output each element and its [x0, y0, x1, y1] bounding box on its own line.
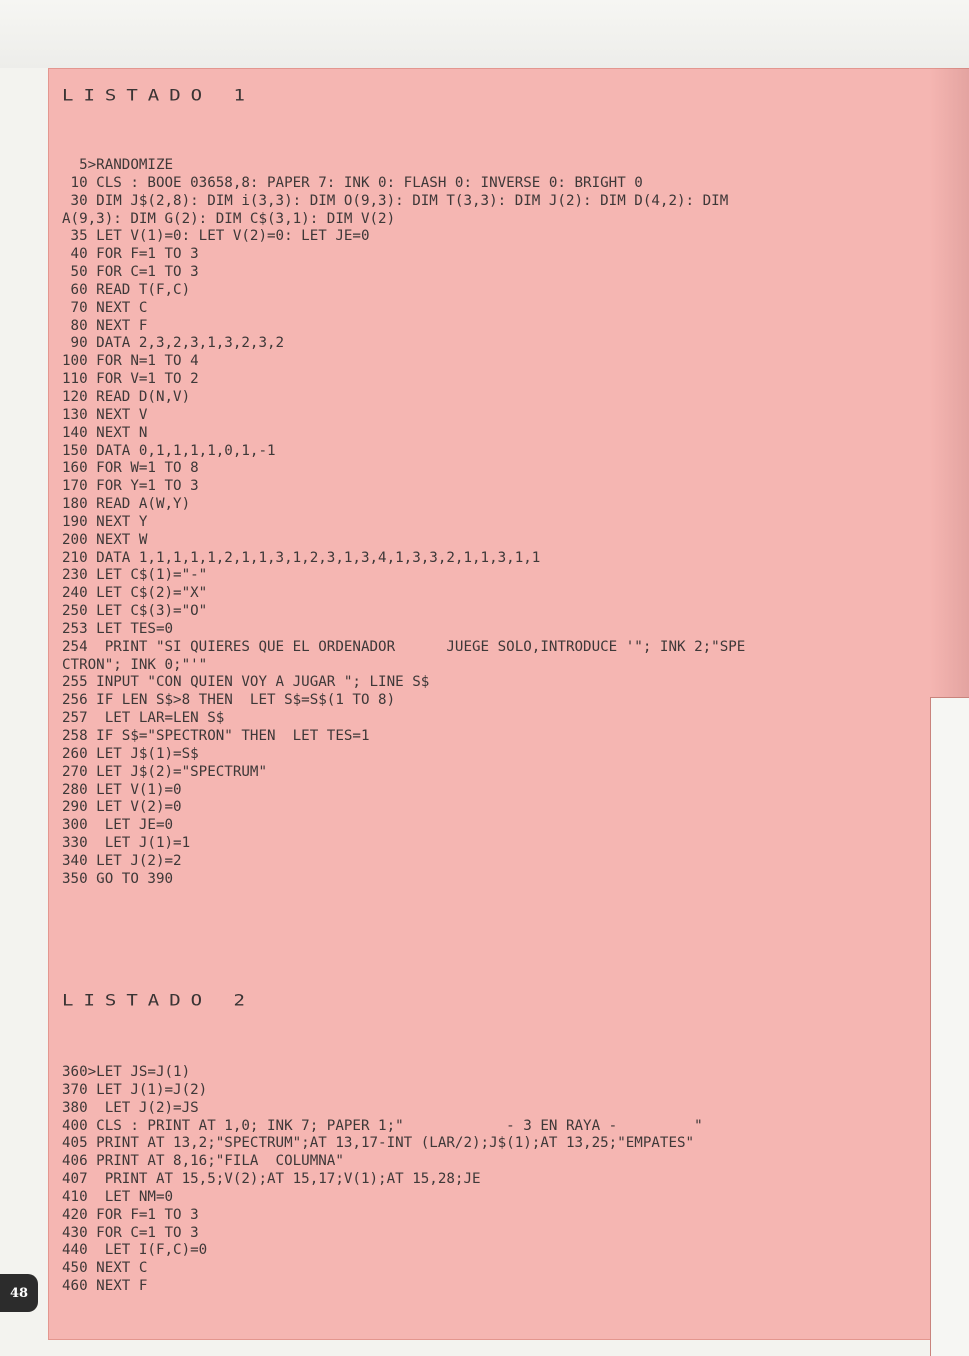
code-line: 405 PRINT AT 13,2;"SPECTRUM";AT 13,17-INT (LAR/2);J$(1);AT 13,25;"EMPATES" [62, 1135, 695, 1152]
code-line: 350 GO TO 390 [62, 870, 174, 887]
code-line: 407 PRINT AT 15,5;V(2);AT 15,17;V(1);AT 15,28;JE [62, 1171, 481, 1188]
code-line: 160 FOR W=1 TO 8 [62, 460, 199, 477]
code-line: 256 IF LEN S$>8 THEN LET S$=S$(1 TO 8) [62, 692, 396, 709]
code-line: 250 LET C$(3)="O" [62, 603, 208, 620]
page-edge-shadow [929, 68, 969, 698]
page-top-margin [0, 0, 969, 68]
code-line: 40 FOR F=1 TO 3 [62, 246, 199, 263]
code-line: 380 LET J(2)=JS [62, 1099, 199, 1116]
code-line: 230 LET C$(1)="-" [62, 567, 208, 584]
code-line: A(9,3): DIM G(2): DIM C$(3,1): DIM V(2) [62, 210, 396, 227]
code-line: 140 NEXT N [62, 424, 148, 441]
code-line: 10 CLS : BOOE 03658,8: PAPER 7: INK 0: FLASH 0: INVERSE 0: BRIGHT 0 [62, 174, 643, 191]
code-line: 330 LET J(1)=1 [62, 835, 191, 852]
listing-1-code [62, 157, 928, 889]
code-line: 50 FOR C=1 TO 3 [62, 264, 199, 281]
code-line: 30 DIM J$(2,8): DIM i(3,3): DIM O(9,3): DIM T(3,3): DIM J(2): DIM D(4,2): DIM [62, 192, 729, 209]
code-line: 190 NEXT Y [62, 513, 148, 530]
code-line: 258 IF S$="SPECTRON" THEN LET TES=1 [62, 728, 370, 744]
code-line: 60 READ T(F,C) [62, 281, 191, 298]
code-line: 254 PRINT "SI QUIERES QUE EL ORDENADOR JUEGE SOLO,INTRODUCE '"; INK 2;"SPE [62, 638, 746, 655]
code-line: 150 DATA 0,1,1,1,1,0,1,-1 [62, 442, 276, 459]
code-line: 370 LET J(1)=J(2) [62, 1081, 208, 1098]
code-line: 280 LET V(1)=0 [62, 781, 182, 798]
code-line: 420 FOR F=1 TO 3 [62, 1206, 199, 1223]
page-number: 48 [9, 1285, 29, 1301]
listing-2-code [62, 1064, 928, 1296]
code-line: 90 DATA 2,3,2,3,1,3,2,3,2 [62, 335, 285, 352]
code-line: 80 NEXT F [62, 317, 148, 334]
listing-1-title: LISTADO 1 [62, 86, 255, 105]
code-line: 406 PRINT AT 8,16;"FILA COLUMNA" [62, 1153, 344, 1170]
code-line: 260 LET J$(1)=S$ [62, 745, 199, 762]
code-line: 100 FOR N=1 TO 4 [62, 353, 199, 370]
code-line: 360>LET JS=J(1) [62, 1064, 191, 1080]
code-line: 430 FOR C=1 TO 3 [62, 1224, 199, 1241]
code-line: 70 NEXT C [62, 299, 148, 316]
code-line: 110 FOR V=1 TO 2 [62, 371, 199, 388]
code-line: 440 LET I(F,C)=0 [62, 1242, 208, 1259]
code-line: 270 LET J$(2)="SPECTRUM" [62, 763, 267, 780]
page-cutout [930, 697, 969, 1356]
code-line: 300 LET JE=0 [62, 817, 174, 834]
code-line: 180 READ A(W,Y) [62, 496, 191, 513]
listing-2-title: LISTADO 2 [62, 991, 255, 1010]
code-line: 257 LET LAR=LEN S$ [62, 710, 225, 727]
code-line: 460 NEXT F [62, 1278, 148, 1295]
code-line: 5>RANDOMIZE [62, 157, 174, 173]
code-line: 340 LET J(2)=2 [62, 852, 182, 869]
code-line: 450 NEXT C [62, 1260, 148, 1277]
code-line: 35 LET V(1)=0: LET V(2)=0: LET JE=0 [62, 228, 370, 245]
code-line: 400 CLS : PRINT AT 1,0; INK 7; PAPER 1;" - 3 EN RAYA - " [62, 1117, 703, 1134]
code-line: 120 READ D(N,V) [62, 388, 191, 405]
code-line: 210 DATA 1,1,1,1,1,2,1,1,3,1,2,3,1,3,4,1,3,3,2,1,1,3,1,1 [62, 549, 541, 566]
code-line: 290 LET V(2)=0 [62, 799, 182, 816]
page-number-badge [0, 1274, 38, 1312]
code-line: CTRON"; INK 0;"'" [62, 656, 208, 673]
code-line: 255 INPUT "CON QUIEN VOY A JUGAR "; LINE S$ [62, 674, 430, 691]
code-line: 130 NEXT V [62, 406, 148, 423]
code-line: 410 LET NM=0 [62, 1188, 174, 1205]
code-line: 240 LET C$(2)="X" [62, 585, 208, 602]
code-line: 253 LET TES=0 [62, 620, 174, 637]
code-line: 200 NEXT W [62, 531, 148, 548]
code-line: 170 FOR Y=1 TO 3 [62, 478, 199, 495]
